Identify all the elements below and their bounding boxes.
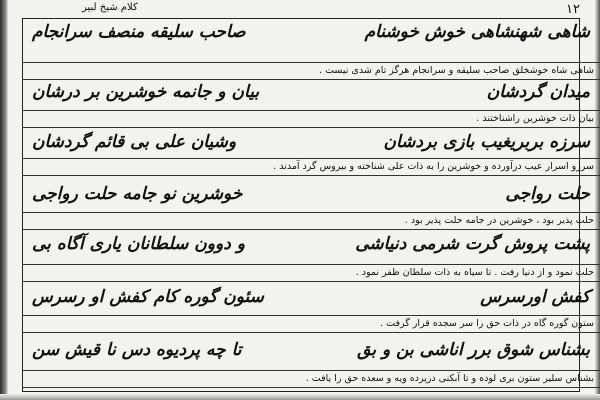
couplet-verse	[22, 285, 600, 309]
page-header	[14, 2, 586, 18]
second-hemistich: تا چه پردیوه دس نا قیش سن	[32, 340, 242, 360]
page-number: ١٢	[566, 2, 580, 17]
couplet-gloss: بشناس سلیر ستون بری لوده و تا آبکنی درپرده ویه و سعده حق را یافت .	[22, 370, 600, 388]
couplet-verse	[22, 232, 600, 256]
couplet-gloss: سرزو اسرار عیب درآورده و خوشرین را به ذات علی شناخته و بیروس گرد آمدند .	[22, 158, 600, 176]
couplet-verse	[22, 20, 600, 44]
header-title: کلام شیخ لبیر	[82, 2, 138, 13]
second-hemistich: صاحب سلیقه منصف سرانجام	[32, 22, 246, 42]
couplet-verse	[22, 182, 600, 206]
first-hemistich: حلت رواجی	[505, 184, 590, 204]
second-hemistich: بیان و جانمه خوشرین بر درشان	[32, 82, 260, 102]
left-page-edge	[0, 0, 8, 400]
first-hemistich: میدان گردشان	[486, 82, 590, 102]
couplet-verse	[22, 338, 600, 362]
couplet-gloss: حلت پذیر بود ، خوشرین در جامه حلت پذیر بود .	[22, 212, 600, 230]
second-hemistich: وشیان علی بی قائم گردشان	[32, 132, 237, 152]
couplet-gloss: بیان ذات خوشرین راشناختند .	[22, 110, 600, 128]
second-hemistich: سئون گوره کام کفش او رسرس	[32, 287, 264, 307]
couplet-gloss: حلت نمود و از دنیا رفت . تا سیاه به ذات سلطان ظفر نمود .	[22, 264, 600, 282]
couplet-gloss: شاهی شاه خوشخلق صاحب سلیقه و سرانجام هرگز تام شدی نیست .	[22, 62, 600, 80]
first-hemistich: پشت پروش گرت شرمی دنیاشی	[355, 234, 590, 254]
first-hemistich: سرزه بربریغیب بازی بردشان	[383, 132, 590, 152]
first-hemistich: کفش اورسرس	[480, 287, 590, 307]
first-hemistich: بشناس شوق برر اناشی بن و بق	[357, 340, 590, 360]
second-hemistich: و دوون سلطانان یاری آگاه بی	[32, 234, 245, 254]
first-hemistich: شاهی شهنشاهی خوش خوشنام	[364, 22, 590, 42]
second-hemistich: خوشرین نو جامه حلت رواجی	[32, 184, 243, 204]
couplet-verse	[22, 80, 600, 104]
couplet-gloss: ستون گوره گاه در ذات حق را سر سجده قرار گرفت .	[22, 315, 600, 333]
couplet-verse	[22, 130, 600, 154]
bottom-page-edge	[0, 394, 600, 400]
